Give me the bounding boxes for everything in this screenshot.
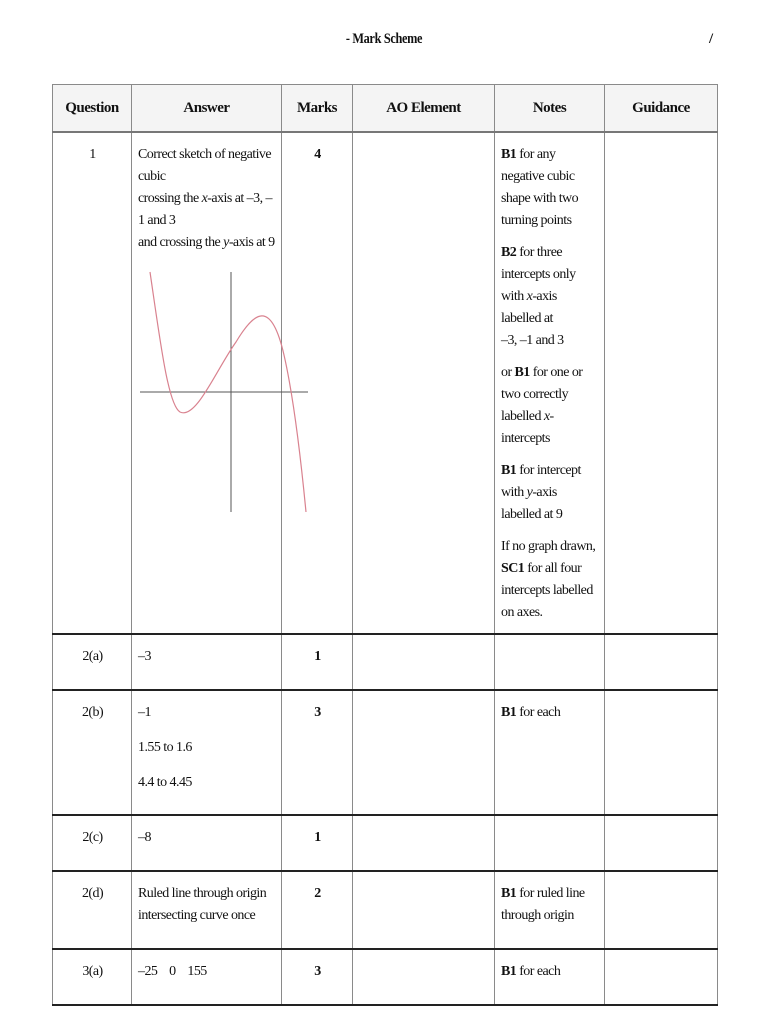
ao-element-value: [354, 817, 493, 835]
marks-cell: [282, 815, 353, 871]
marks-value: 1: [314, 830, 321, 845]
guidance-value: [606, 692, 716, 710]
guidance-value: [606, 873, 716, 891]
table-row: [53, 871, 718, 949]
marks-cell: [282, 871, 353, 949]
question-cell: [53, 815, 132, 871]
answer-line: intersecting curve once: [138, 908, 256, 923]
marks-cell: [282, 690, 353, 815]
note-text: B1 for each: [501, 705, 561, 720]
question-cell: [53, 871, 132, 949]
guidance-value: [606, 951, 716, 969]
ao-element-value: [354, 951, 493, 969]
answer-line: Correct sketch of negative cubic crossing the x-axis at –3, –1 and 3 and crossing the y-axis at 9: [138, 147, 275, 250]
guidance-cell: [605, 634, 718, 690]
answer-line: –3: [138, 649, 151, 664]
notes-cell: [495, 690, 605, 815]
notes-cell: [495, 871, 605, 949]
note-text: B1 for each: [501, 964, 561, 979]
answer-line-x-axis: crossing the x-axis at –3, –1 and 3: [138, 191, 272, 228]
table-row: [53, 690, 718, 815]
column-header-question: Question: [53, 85, 132, 133]
answer-cell: [132, 132, 282, 634]
guidance-cell: [605, 815, 718, 871]
answer-line: 4.4 to 4.45: [138, 775, 192, 790]
note-text: –3, –1 and 3: [501, 333, 564, 348]
column-header-marks: Marks: [282, 85, 353, 133]
answer-cell: [132, 949, 282, 1005]
question-number: 3(a): [82, 964, 103, 979]
ao-element-value: [354, 134, 493, 152]
note-text: If no graph drawn, SC1 for all four intercepts labelled on axes.: [501, 539, 596, 620]
notes-cell: [495, 949, 605, 1005]
ao-element-value: [354, 692, 493, 710]
answer-line: –25 0 155: [138, 964, 207, 979]
mark-scheme-table: [52, 84, 718, 1006]
guidance-cell: [605, 949, 718, 1005]
answer-cell: [132, 634, 282, 690]
note-text: B1 for ruled line through origin: [501, 886, 585, 923]
question-cell: [53, 690, 132, 815]
column-header-guidance: Guidance: [605, 85, 718, 133]
note-text: or B1 for one or two correctly labelled x-intercepts: [501, 365, 583, 446]
ao-element-cell: [353, 690, 495, 815]
question-number: 2(c): [82, 830, 103, 845]
ao-element-value: [354, 873, 493, 891]
ao-element-cell: [353, 815, 495, 871]
answer-line-y-axis: and crossing the y-axis at 9: [138, 235, 275, 250]
table-row: [53, 132, 718, 634]
table-row: [53, 634, 718, 690]
table-row: [53, 815, 718, 871]
answer-line: 1.55 to 1.6: [138, 740, 192, 755]
note-text: B1 for any negative cubic shape with two turning points: [501, 147, 579, 228]
marks-value: 3: [314, 964, 321, 979]
answer-line: –1: [138, 705, 151, 720]
answer-line: –8: [138, 830, 151, 845]
marks-value: 4: [314, 147, 321, 162]
notes-cell: [495, 132, 605, 634]
question-number: 1: [89, 147, 96, 162]
guidance-cell: [605, 690, 718, 815]
marks-value: 1: [314, 649, 321, 664]
answer-cell: [132, 815, 282, 871]
column-header-ao-element: AO Element: [353, 85, 495, 133]
marks-cell: [282, 132, 353, 634]
answer-cell: [132, 871, 282, 949]
question-number: 2(b): [81, 705, 104, 720]
notes-cell: [495, 634, 605, 690]
guidance-cell: [605, 871, 718, 949]
question-number: 2(d): [81, 886, 104, 901]
marks-cell: [282, 634, 353, 690]
guidance-value: [606, 134, 716, 152]
notes-cell: [495, 815, 605, 871]
page-title: - Mark Scheme: [345, 31, 423, 47]
question-cell: [53, 634, 132, 690]
answer-line: Ruled line through origin: [138, 886, 267, 901]
question-cell: [53, 949, 132, 1005]
ao-element-cell: [353, 949, 495, 1005]
ao-element-cell: [353, 871, 495, 949]
guidance-value: [606, 636, 716, 654]
question-cell: [53, 132, 132, 634]
guidance-cell: [605, 132, 718, 634]
marks-cell: [282, 949, 353, 1005]
guidance-value: [606, 817, 716, 835]
ao-element-value: [354, 636, 493, 654]
marks-value: 3: [314, 705, 321, 720]
ao-element-cell: [353, 634, 495, 690]
question-number: 2(a): [82, 649, 103, 664]
answer-cell: [132, 690, 282, 815]
page-number-separator: /: [709, 31, 714, 47]
ao-element-cell: [353, 132, 495, 634]
marks-value: 2: [314, 886, 321, 901]
note-text: B2 for three intercepts only with x-axis labelled at: [501, 245, 576, 326]
column-header-notes: Notes: [495, 85, 605, 133]
column-header-answer: Answer: [132, 85, 282, 133]
table-row: [53, 949, 718, 1005]
table-header-row: [53, 85, 718, 133]
note-text: B1 for intercept with y-axis labelled at 9: [501, 463, 581, 522]
